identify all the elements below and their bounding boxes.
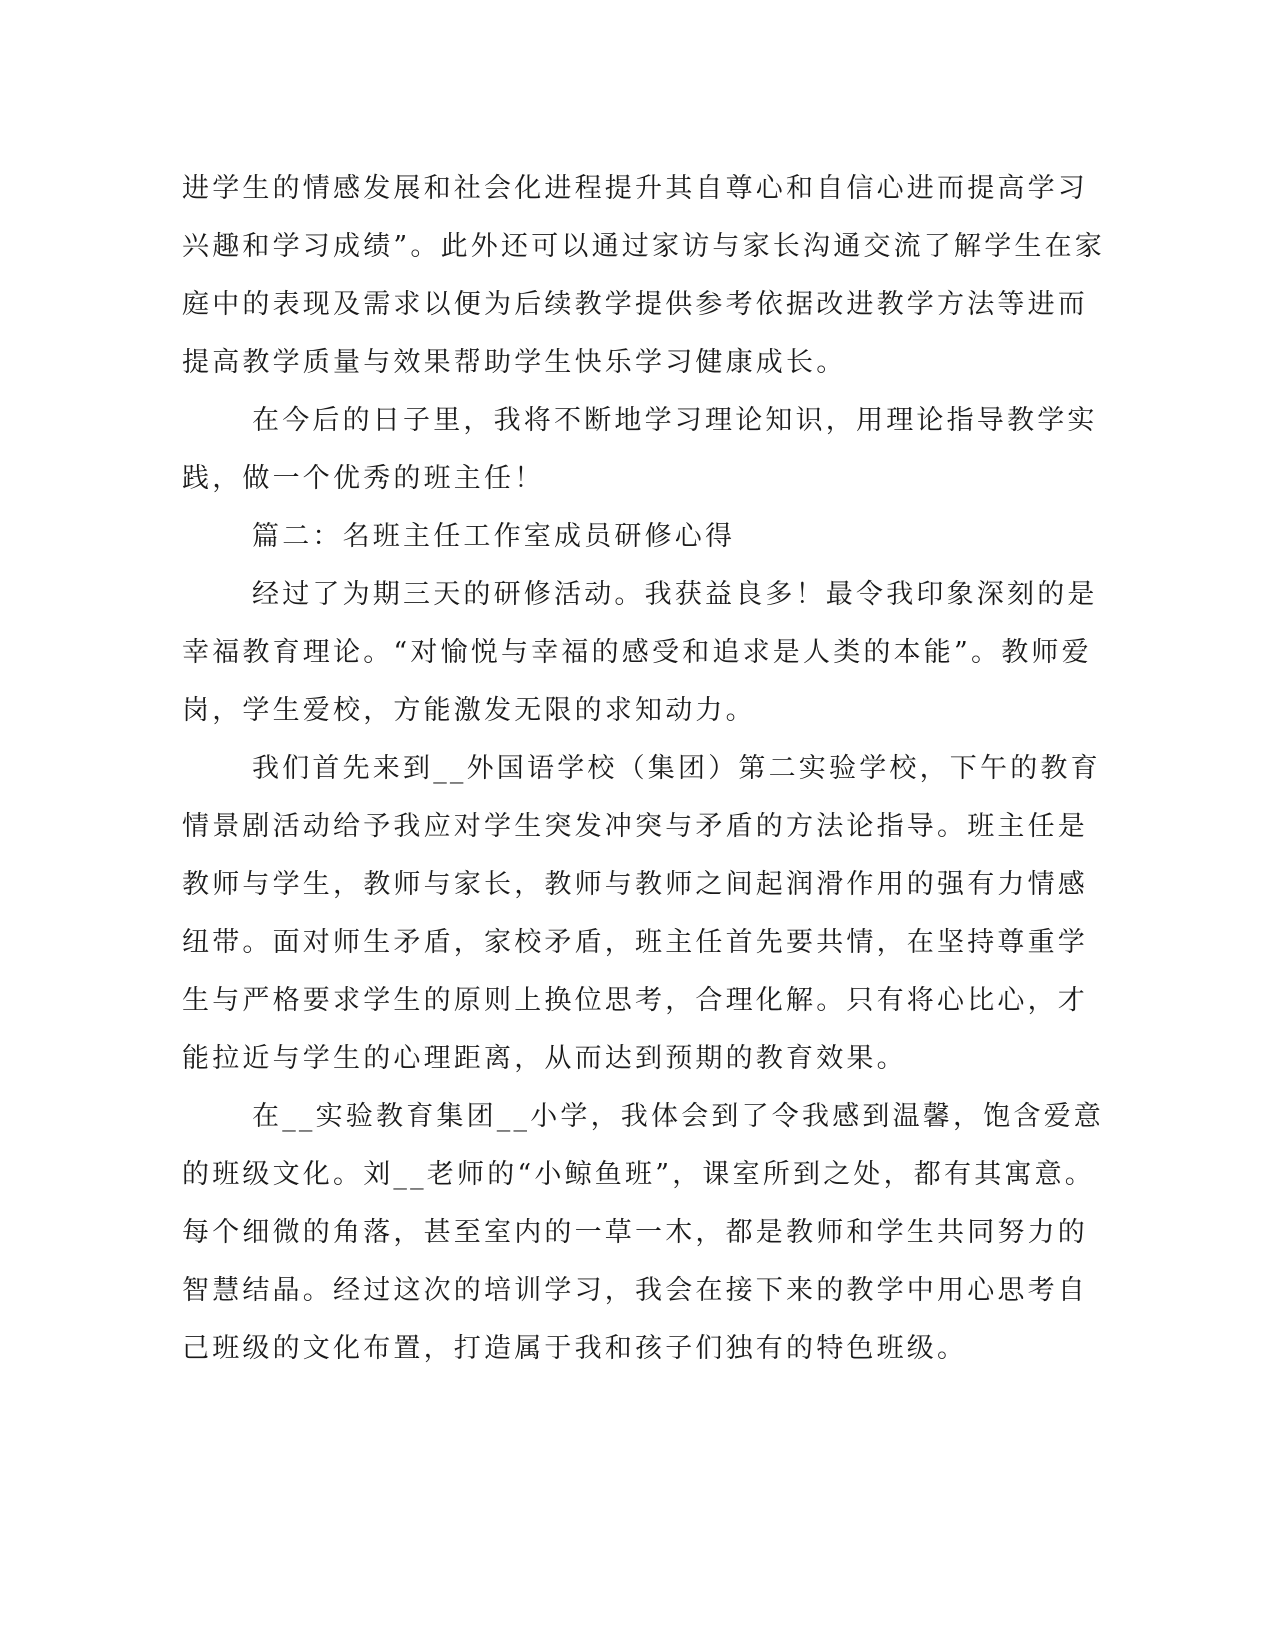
paragraph-visit-one bbox=[182, 740, 1101, 1088]
text-line: 幸福教育理论。“对愉悦与幸福的感受和追求是人类的本能”。教师爱 bbox=[182, 637, 1092, 668]
text-line: 在__实验教育集团__小学，我体会到了令我感到温馨，饱含爱意 bbox=[252, 1101, 1104, 1132]
text-line: 生与严格要求学生的原则上换位思考，合理化解。只有将心比心，才 bbox=[182, 985, 1088, 1016]
text-line: 智慧结晶。经过这次的培训学习，我会在接下来的教学中用心思考自 bbox=[182, 1275, 1088, 1306]
paragraph-intro bbox=[182, 566, 1098, 740]
text-line: 己班级的文化布置，打造属于我和孩子们独有的特色班级。 bbox=[182, 1333, 968, 1364]
text-line: 教师与学生，教师与家长，教师与教师之间起润滑作用的强有力情感 bbox=[182, 869, 1088, 900]
text-line: 每个细微的角落，甚至室内的一草一木，都是教师和学生共同努力的 bbox=[182, 1217, 1088, 1248]
heading-line: 篇二：名班主任工作室成员研修心得 bbox=[252, 521, 736, 552]
text-line: 在今后的日子里，我将不断地学习理论知识，用理论指导教学实 bbox=[252, 405, 1098, 436]
paragraph-continuation bbox=[182, 160, 1106, 392]
text-line: 庭中的表现及需求以便为后续教学提供参考依据改进教学方法等进而 bbox=[182, 289, 1088, 320]
text-line: 践，做一个优秀的班主任！ bbox=[182, 463, 545, 494]
text-line: 我们首先来到__外国语学校（集团）第二实验学校，下午的教育 bbox=[252, 753, 1101, 784]
text-line: 提高教学质量与效果帮助学生快乐学习健康成长。 bbox=[182, 347, 847, 378]
text-line: 情景剧活动给予我应对学生突发冲突与矛盾的方法论指导。班主任是 bbox=[182, 811, 1088, 842]
section-heading bbox=[182, 508, 1042, 566]
document-body bbox=[182, 160, 1106, 1378]
text-line: 岗，学生爱校，方能激发无限的求知动力。 bbox=[182, 695, 756, 726]
text-line: 纽带。面对师生矛盾，家校矛盾，班主任首先要共情，在坚持尊重学 bbox=[182, 927, 1088, 958]
text-line: 的班级文化。刘__老师的“小鲸鱼班”，课室所到之处，都有其寓意。 bbox=[182, 1159, 1096, 1190]
text-line: 进学生的情感发展和社会化进程提升其自尊心和自信心进而提高学习 bbox=[182, 173, 1088, 204]
text-line: 能拉近与学生的心理距离，从而达到预期的教育效果。 bbox=[182, 1043, 907, 1074]
paragraph-visit-two bbox=[182, 1088, 1104, 1378]
paragraph-closing bbox=[182, 392, 1098, 508]
text-line: 经过了为期三天的研修活动。我获益良多！最令我印象深刻的是 bbox=[252, 579, 1098, 610]
text-line: 兴趣和学习成绩”。此外还可以通过家访与家长沟通交流了解学生在家 bbox=[182, 231, 1106, 262]
